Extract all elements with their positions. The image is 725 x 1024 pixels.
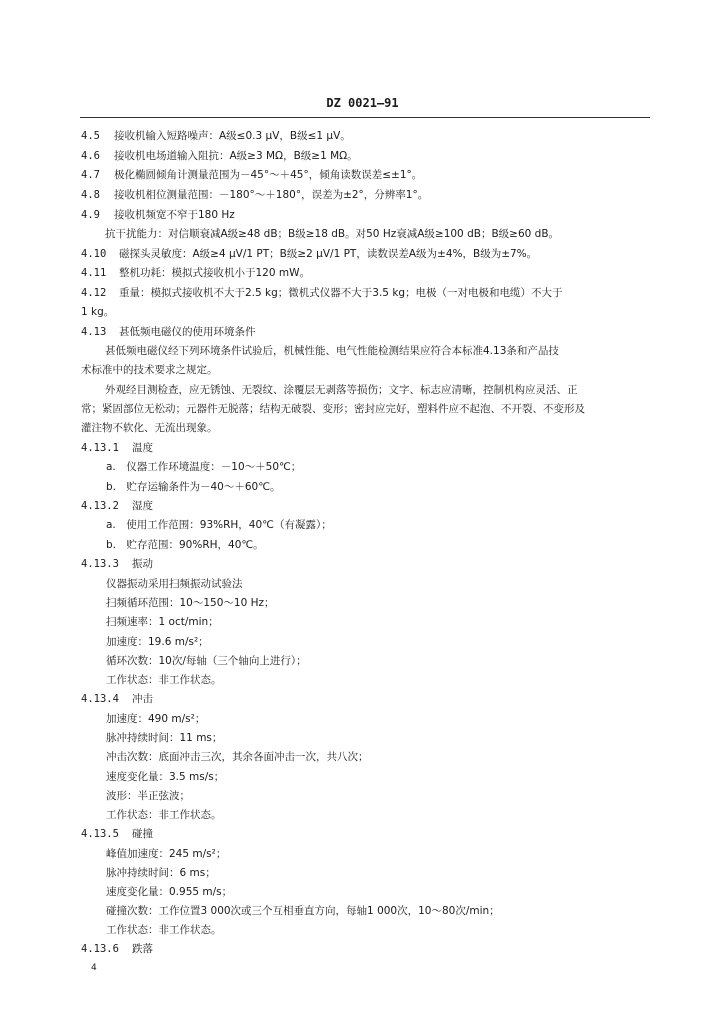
- clause-heading: 甚低频电磁仪的使用环境条件: [119, 326, 256, 338]
- paragraph-line: 1 kg。: [81, 306, 115, 318]
- clause-number: 4.5: [81, 130, 100, 142]
- clause-number: 4.12: [81, 287, 107, 299]
- page-number: 4: [91, 963, 97, 973]
- paragraph-line: 扫频循环范围：10～150～10 Hz；: [106, 597, 275, 609]
- paragraph-line: 加速度：490 m/s²；: [106, 713, 206, 725]
- paragraph-line: 峰值加速度：245 m/s²；: [106, 848, 227, 860]
- paragraph-line: 脉冲持续时间：6 ms；: [106, 867, 216, 879]
- clause-heading: 冲击: [132, 693, 153, 705]
- list-item: a. 仪器工作环境温度：－10～＋50℃；: [106, 461, 302, 473]
- paragraph-line: 加速度：19.6 m/s²；: [106, 636, 209, 648]
- paragraph-line: 波形：半正弦波；: [106, 790, 190, 802]
- paragraph-line: 循环次数：10次/每轴（三个轴向上进行）；: [106, 655, 307, 667]
- clause-number: 4.9: [81, 209, 100, 221]
- clause-number: 4.6: [81, 150, 100, 162]
- clause-heading: 湿度: [132, 500, 153, 512]
- clause-number: 4.10: [81, 248, 107, 260]
- paragraph-line: 工作状态：非工作状态。: [106, 674, 222, 686]
- paragraph-line: 仪器振动采用扫频振动试验法: [106, 578, 243, 590]
- clause-heading: 跌落: [132, 943, 153, 955]
- paragraph-line: 脉冲持续时间：11 ms；: [106, 732, 223, 744]
- header-rule: [80, 117, 650, 118]
- paragraph-line: 扫频速率：1 oct/min；: [106, 616, 219, 628]
- clause-number: 4.13.1: [81, 442, 119, 454]
- clause-text: 接收机频宽不窄于180 Hz: [114, 209, 235, 221]
- clause-number: 4.13.2: [81, 500, 119, 512]
- paragraph-line: 速度变化量：0.955 m/s；: [106, 886, 233, 898]
- standard-code-header: DZ 0021—91: [326, 96, 399, 110]
- paragraph-line: 工作状态：非工作状态。: [106, 924, 222, 936]
- clause-heading: 振动: [132, 558, 153, 570]
- clause-number: 4.7: [81, 169, 100, 181]
- clause-number: 4.13.4: [81, 693, 119, 705]
- paragraph-line: 工作状态：非工作状态。: [106, 809, 222, 821]
- clause-heading: 温度: [132, 442, 153, 454]
- paragraph-line: 冲击次数：底面冲击三次，其余各面冲击一次，共八次；: [106, 751, 369, 763]
- paragraph-line: 抗干扰能力：对信顺衰减A级≥48 dB；B级≥18 dB。对50 Hz衰减A级≥100 dB；B级≥60 dB。: [105, 228, 560, 240]
- clause-text: 接收机输入短路噪声：A级≤0.3 μV，B级≤1 μV。: [114, 130, 351, 142]
- paragraph-line: 速度变化量：3.5 ms/s；: [106, 771, 225, 783]
- clause-text: 接收机相位测量范围：－180°～＋180°，误差为±2°，分辨率1°。: [114, 189, 429, 201]
- clause-text: 磁探头灵敏度：A级≥4 μV/1 PT；B级≥2 μV/1 PT，读数误差A级为±4%，B级为±7%。: [119, 248, 538, 260]
- paragraph-line: 术标准中的技术要求之规定。: [81, 364, 218, 376]
- clause-number: 4.8: [81, 189, 100, 201]
- clause-number: 4.13.5: [81, 828, 119, 840]
- list-item: b. 贮存运输条件为－40～＋60℃。: [106, 481, 281, 493]
- paragraph-line: 碰撞次数：工作位置3 000次或三个互相垂直方向，每轴1 000次，10～80次/min；: [106, 905, 500, 917]
- clause-number: 4.13.3: [81, 558, 119, 570]
- clause-text: 极化椭圆倾角计测量范围为－45°～＋45°，倾角读数误差≤±1°。: [114, 169, 423, 181]
- paragraph-line: 甚低频电磁仪经下列环境条件试验后，机械性能、电气性能检测结果应符合本标准4.13条和产品技: [105, 345, 559, 357]
- list-item: b. 贮存范围：90%RH，40℃。: [106, 539, 264, 551]
- clause-number: 4.13.6: [81, 943, 119, 955]
- paragraph-line: 外观经目测检查，应无锈蚀、无裂纹、涂覆层无剥落等损伤；文字、标志应清晰，控制机构应灵活、正: [105, 384, 578, 396]
- clause-text: 整机功耗：模拟式接收机小于120 mW。: [119, 267, 310, 279]
- list-item: a. 使用工作范围：93%RH，40℃（有凝露）；: [106, 519, 332, 531]
- clause-number: 4.13: [81, 326, 107, 338]
- paragraph-line: 常；紧固部位无松动；元器件无脱落；结构无破裂、变形；密封应完好，塑料件应不起泡、不开裂、不变形及: [81, 403, 585, 415]
- clause-number: 4.11: [81, 267, 107, 279]
- paragraph-line: 灌注物不软化、无流出现象。: [81, 422, 218, 434]
- clause-heading: 碰撞: [132, 828, 153, 840]
- clause-text: 重量：模拟式接收机不大于2.5 kg；微机式仪器不大于3.5 kg；电极（一对电极和电缆）不大于: [119, 287, 563, 299]
- clause-text: 接收机电场道输入阻抗：A级≥3 MΩ，B级≥1 MΩ。: [114, 150, 358, 162]
